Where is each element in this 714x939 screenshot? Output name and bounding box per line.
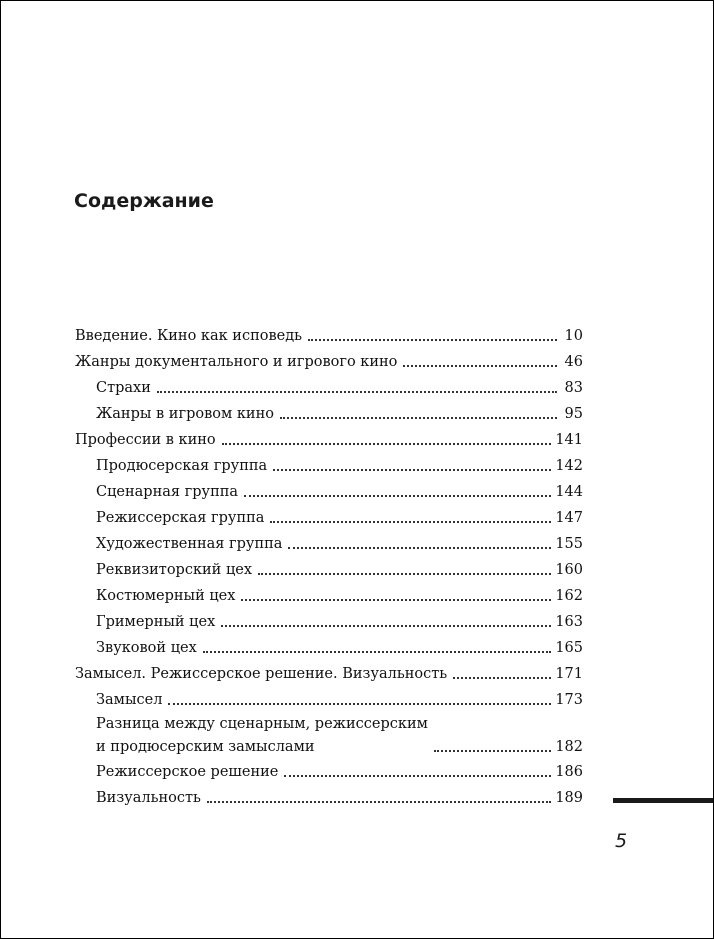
toc-subentry[interactable] xyxy=(75,583,583,609)
toc-entry-page: 142 xyxy=(555,458,583,474)
dot-leader xyxy=(273,468,551,471)
toc-entry-title: Реквизиторский цех xyxy=(96,562,253,578)
toc-subentry[interactable] xyxy=(75,609,583,635)
toc-entry-page: 173 xyxy=(555,692,583,708)
dot-leader xyxy=(157,390,557,393)
toc-entry-title: Жанры в игровом кино xyxy=(96,406,274,422)
toc-subentry[interactable] xyxy=(75,401,583,427)
toc-entry-title: Замысел. Режиссерское решение. Визуальность xyxy=(75,666,448,682)
toc-entry[interactable] xyxy=(75,427,583,453)
toc-entry-page: 83 xyxy=(564,380,583,396)
toc-entry-title: Костюмерный цех xyxy=(96,588,236,604)
toc-entry[interactable] xyxy=(75,349,583,375)
dot-leader xyxy=(270,520,551,523)
dot-leader xyxy=(308,338,557,341)
toc-entry-title: Жанры документального и игрового кино xyxy=(75,354,398,370)
page-number: 5 xyxy=(615,830,628,852)
dot-leader xyxy=(258,572,551,575)
toc-subentry[interactable] xyxy=(75,505,583,531)
toc-entry-page: 182 xyxy=(555,739,583,755)
toc-entry-title: Художественная группа xyxy=(96,536,283,552)
dot-leader xyxy=(403,364,557,367)
dot-leader xyxy=(222,442,552,445)
toc-entry-page: 189 xyxy=(555,790,583,806)
toc-entry-page: 95 xyxy=(564,406,583,422)
toc-entry-page: 141 xyxy=(555,432,583,448)
toc-entry-title: Страхи xyxy=(96,380,151,396)
toc-entry[interactable] xyxy=(75,323,583,349)
toc-entry-title: Звуковой цех xyxy=(96,640,197,656)
dot-leader xyxy=(207,800,551,803)
toc-entry-page: 171 xyxy=(555,666,583,682)
toc-entry-title: Сценарная группа xyxy=(96,484,239,500)
toc-entry-page: 186 xyxy=(555,764,583,780)
toc-subentry[interactable] xyxy=(75,453,583,479)
toc-entry-page: 160 xyxy=(555,562,583,578)
toc-entry-title: Режиссерское решение xyxy=(96,764,279,780)
dot-leader xyxy=(288,546,551,549)
dot-leader xyxy=(241,598,551,601)
table-of-contents xyxy=(75,323,583,811)
toc-entry-page: 144 xyxy=(555,484,583,500)
toc-subentry[interactable] xyxy=(75,635,583,661)
toc-entry-page: 163 xyxy=(555,614,583,630)
dot-leader xyxy=(168,702,551,705)
toc-entry-title: Гримерный цех xyxy=(96,614,216,630)
toc-entry-title: Продюсерская группа xyxy=(96,458,268,474)
dot-leader xyxy=(203,650,552,653)
dot-leader xyxy=(244,494,551,497)
toc-entry-page: 46 xyxy=(564,354,583,370)
dot-leader xyxy=(434,749,551,752)
toc-entry-page: 162 xyxy=(555,588,583,604)
toc-entry-title: Замысел xyxy=(96,692,163,708)
footer-rule xyxy=(613,798,713,803)
toc-subentry[interactable] xyxy=(75,531,583,557)
dot-leader xyxy=(453,676,551,679)
toc-subentry[interactable] xyxy=(75,479,583,505)
toc-entry-title: Введение. Кино как исповедь xyxy=(75,328,303,344)
toc-entry-page: 155 xyxy=(555,536,583,552)
toc-entry-page: 10 xyxy=(564,328,583,344)
dot-leader xyxy=(284,774,551,777)
toc-entry-title: Профессии в кино xyxy=(75,432,216,448)
toc-subentry[interactable] xyxy=(75,713,583,759)
toc-subentry[interactable] xyxy=(75,687,583,713)
toc-subentry[interactable] xyxy=(75,375,583,401)
toc-entry[interactable] xyxy=(75,661,583,687)
contents-heading: Содержание xyxy=(74,190,214,212)
toc-entry-title: Разница между сценарным, режиссерским и продюсерским замыслами xyxy=(96,716,428,755)
dot-leader xyxy=(221,624,551,627)
toc-subentry[interactable] xyxy=(75,557,583,583)
toc-subentry[interactable] xyxy=(75,759,583,785)
toc-entry-page: 165 xyxy=(555,640,583,656)
dot-leader xyxy=(280,416,557,419)
toc-entry-page: 147 xyxy=(555,510,583,526)
toc-subentry[interactable] xyxy=(75,785,583,811)
toc-entry-title: Визуальность xyxy=(96,790,201,806)
toc-entry-title: Режиссерская группа xyxy=(96,510,265,526)
